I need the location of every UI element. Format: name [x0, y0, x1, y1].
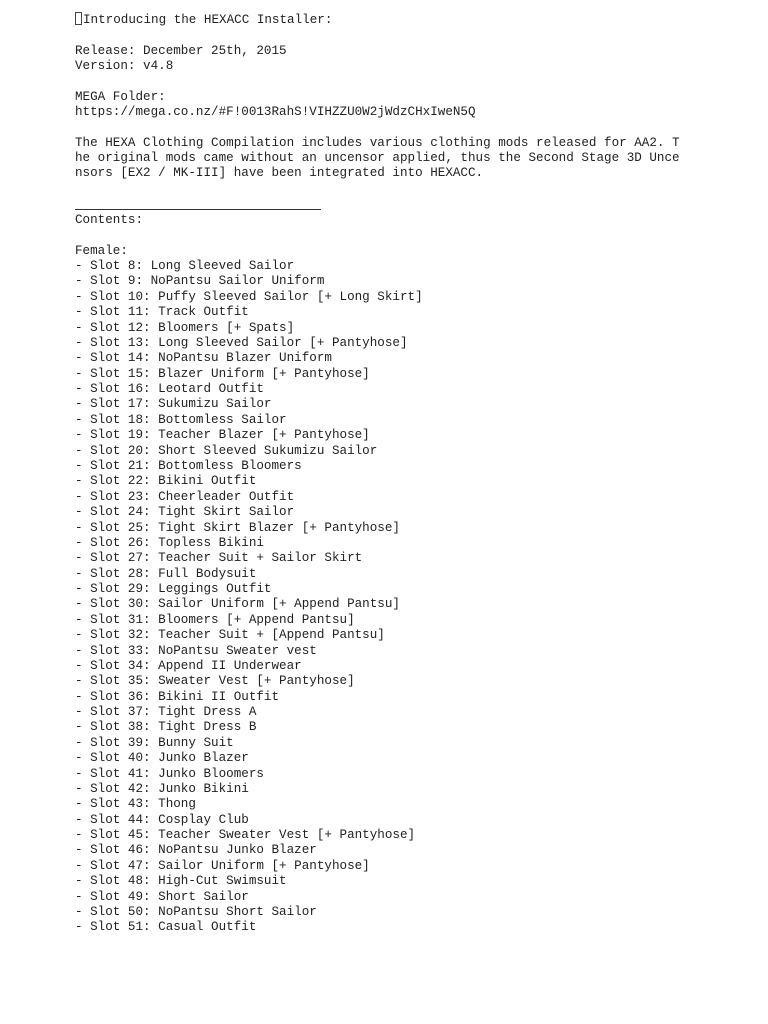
slot-list-item: - Slot 14: NoPantsu Blazer Uniform	[75, 351, 332, 366]
slot-list-item: - Slot 28: Full Bodysuit	[75, 566, 257, 581]
slot-list-item: - Slot 16: Leotard Outfit	[75, 382, 264, 396]
mega-folder-link[interactable]: https://mega.co.nz/#F!0013RahS!VIHZZU0W2jWdzCHxIweN5Q	[75, 105, 476, 119]
slot-list-item: - Slot 20: Short Sleeved Sukumizu Sailor	[75, 443, 378, 458]
release-date: Release: December 25th, 2015	[75, 44, 287, 58]
slot-list-item: - Slot 11: Track Outfit	[75, 305, 249, 320]
mega-folder-label: MEGA Folder:	[75, 90, 166, 104]
contents-heading: Contents:	[75, 213, 144, 227]
slot-list-item: - Slot 38: Tight Dress B	[75, 720, 257, 735]
slot-list-item: - Slot 49: Short Sailor	[75, 889, 249, 904]
slot-list-item: - Slot 37: Tight Dress A	[75, 705, 257, 719]
version: Version: v4.8	[75, 59, 174, 73]
slot-list-item: - Slot 31: Bloomers [+ Append Pantsu]	[75, 612, 355, 627]
slot-list-item: - Slot 23: Cheerleader Outfit	[75, 489, 295, 504]
document-title: Introducing the HEXACC Installer:	[83, 13, 333, 27]
slot-list-item: - Slot 36: Bikini II Outfit	[75, 689, 280, 704]
description-line: he original mods came without an uncensor applied, thus the Second Stage 3D Unce	[75, 151, 680, 165]
slot-list-item: - Slot 44: Cosplay Club	[75, 812, 249, 827]
slot-list-item: - Slot 19: Teacher Blazer [+ Pantyhose]	[75, 428, 370, 443]
slot-list-item: - Slot 15: Blazer Uniform [+ Pantyhose]	[75, 366, 370, 381]
slot-list-item: - Slot 42: Junko Bikini	[75, 781, 249, 796]
slot-list-item: - Slot 34: Append II Underwear	[75, 658, 302, 673]
slot-list-item: - Slot 40: Junko Blazer	[75, 751, 249, 766]
slot-list-item: - Slot 27: Teacher Suit + Sailor Skirt	[75, 551, 363, 566]
slot-list-item: - Slot 43: Thong	[75, 797, 196, 812]
slot-list-item: - Slot 8: Long Sleeved Sailor	[75, 259, 295, 273]
description-line: The HEXA Clothing Compilation includes various clothing mods released for AA2. T	[75, 136, 680, 150]
slot-list-item: - Slot 12: Bloomers [+ Spats]	[75, 320, 295, 335]
slot-list-item: - Slot 46: NoPantsu Junko Blazer	[75, 843, 317, 858]
title-line	[75, 12, 332, 28]
slot-list-item: - Slot 45: Teacher Sweater Vest [+ Pantyhose]	[75, 828, 416, 843]
slot-list-item: - Slot 41: Junko Bloomers	[75, 766, 264, 781]
female-section-heading: Female:	[75, 244, 128, 258]
slot-list-item: - Slot 17: Sukumizu Sailor	[75, 397, 272, 412]
slot-list-item: - Slot 10: Puffy Sleeved Sailor [+ Long Skirt]	[75, 289, 423, 304]
slot-list-item: - Slot 21: Bottomless Bloomers	[75, 458, 302, 473]
slot-list-item: - Slot 47: Sailor Uniform [+ Pantyhose]	[75, 858, 370, 873]
slot-list-item: - Slot 39: Bunny Suit	[75, 735, 234, 750]
slot-list-item: - Slot 26: Topless Bikini	[75, 535, 264, 550]
slot-list-item: - Slot 29: Leggings Outfit	[75, 582, 272, 596]
slot-list-item: - Slot 33: NoPantsu Sweater vest	[75, 643, 317, 658]
slot-list-item: - Slot 35: Sweater Vest [+ Pantyhose]	[75, 674, 355, 689]
slot-list-item: - Slot 50: NoPantsu Short Sailor	[75, 905, 317, 919]
description-line: nsors [EX2 / MK-III] have been integrated into HEXACC.	[75, 166, 484, 180]
slot-list-item: - Slot 32: Teacher Suit + [Append Pantsu]	[75, 628, 385, 643]
missing-glyph-icon	[75, 12, 82, 25]
slot-list-item: - Slot 22: Bikini Outfit	[75, 474, 257, 489]
slot-list-item: - Slot 13: Long Sleeved Sailor [+ Pantyhose]	[75, 335, 408, 350]
slot-list-item: - Slot 51: Casual Outfit	[75, 920, 257, 935]
slot-list-item: - Slot 25: Tight Skirt Blazer [+ Pantyhose]	[75, 520, 400, 535]
slot-list-item: - Slot 48: High-Cut Swimsuit	[75, 874, 287, 889]
slot-list-item: - Slot 24: Tight Skirt Sailor	[75, 505, 295, 520]
slot-list-item: - Slot 30: Sailor Uniform [+ Append Pantsu]	[75, 597, 400, 612]
slot-list-item: - Slot 18: Bottomless Sailor	[75, 412, 287, 427]
horizontal-divider	[75, 209, 321, 210]
slot-list-item: - Slot 9: NoPantsu Sailor Uniform	[75, 274, 325, 289]
